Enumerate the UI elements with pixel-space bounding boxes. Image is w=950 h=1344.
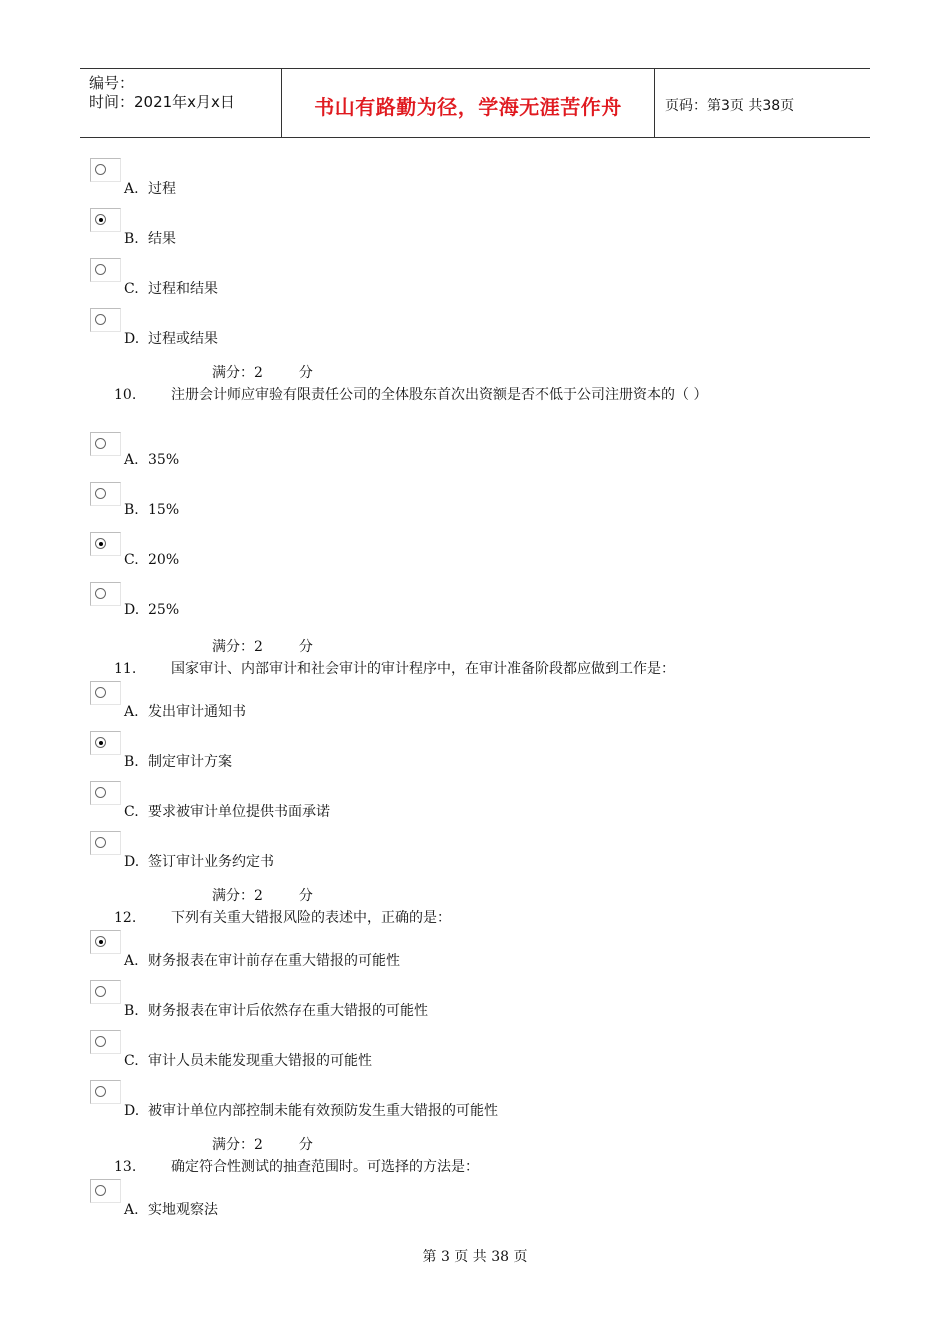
question-text: 下列有关重大错报风险的表述中，正确的是：: [171, 910, 451, 926]
option-label: [124, 801, 330, 821]
radio-button[interactable]: [90, 308, 121, 332]
option-label: [124, 278, 218, 298]
answer-option[interactable]: [90, 582, 790, 628]
score-label: 满分：2: [212, 1137, 263, 1153]
radio-selected-icon: [95, 538, 106, 549]
option-label: [124, 452, 179, 468]
option-letter: A.: [124, 704, 139, 720]
option-text: 25%: [148, 602, 180, 618]
radio-button[interactable]: [90, 980, 121, 1004]
radio-button[interactable]: [90, 1080, 121, 1104]
answer-option[interactable]: [90, 731, 790, 777]
radio-unselected-icon: [95, 438, 106, 449]
answer-option[interactable]: [90, 482, 790, 528]
option-text: 签订审计业务约定书: [148, 854, 274, 870]
option-label: [124, 950, 400, 970]
option-label: [124, 851, 274, 871]
option-text: 要求被审计单位提供书面承诺: [148, 804, 330, 820]
score-line: [212, 362, 313, 382]
answer-option[interactable]: [90, 432, 790, 478]
answer-option[interactable]: [90, 308, 790, 354]
answer-option[interactable]: [90, 1030, 790, 1076]
option-label: [124, 328, 218, 348]
radio-selected-icon: [95, 214, 106, 225]
score-label: 满分：2: [212, 639, 263, 655]
radio-button[interactable]: [90, 930, 121, 954]
radio-unselected-icon: [95, 787, 106, 798]
option-label: [124, 552, 179, 568]
score-line: [212, 1134, 313, 1154]
question-text: 国家审计、内部审计和社会审计的审计程序中，在审计准备阶段都应做到工作是：: [171, 661, 675, 677]
radio-button[interactable]: [90, 208, 121, 232]
option-text: 35%: [148, 452, 180, 468]
answer-option[interactable]: [90, 208, 790, 254]
option-label: [124, 178, 176, 198]
score-unit: 分: [298, 365, 313, 381]
option-label: [124, 502, 179, 518]
radio-unselected-icon: [95, 588, 106, 599]
option-letter: D.: [124, 1103, 140, 1119]
option-text: 审计人员未能发现重大错报的可能性: [148, 1053, 372, 1069]
radio-selected-icon: [95, 737, 106, 748]
serial-label: 编号：: [89, 74, 135, 92]
question-text: 注册会计师应审验有限责任公司的全体股东首次出资额是否不低于公司注册资本的（ ）: [171, 387, 708, 403]
radio-unselected-icon: [95, 1086, 106, 1097]
option-letter: A.: [124, 452, 139, 468]
option-text: 财务报表在审计前存在重大错报的可能性: [148, 953, 400, 969]
option-label: [124, 1050, 372, 1070]
radio-button[interactable]: [90, 1179, 121, 1203]
question-number: 13.: [114, 1159, 137, 1175]
answer-option[interactable]: [90, 1080, 790, 1126]
option-text: 过程和结果: [148, 281, 218, 297]
radio-unselected-icon: [95, 314, 106, 325]
score-unit: 分: [298, 1137, 313, 1153]
option-letter: B.: [124, 754, 139, 770]
option-text: 结果: [148, 231, 176, 247]
radio-button[interactable]: [90, 482, 121, 506]
page-info: 页码：第3页 共38页: [665, 98, 795, 114]
option-label: [124, 602, 179, 618]
option-label: [124, 228, 176, 248]
option-letter: C.: [124, 281, 139, 297]
option-letter: D.: [124, 602, 140, 618]
radio-button[interactable]: [90, 532, 121, 556]
score-label: 满分：2: [212, 888, 263, 904]
radio-button[interactable]: [90, 582, 121, 606]
option-text: 15%: [148, 502, 180, 518]
option-letter: A.: [124, 181, 139, 197]
option-text: 实地观察法: [148, 1202, 218, 1218]
motto: 书山有路勤为径，学海无涯苦作舟: [314, 95, 622, 119]
score-line: [212, 636, 313, 656]
radio-unselected-icon: [95, 1036, 106, 1047]
answer-option[interactable]: [90, 1179, 790, 1225]
option-text: 过程: [148, 181, 176, 197]
answer-option[interactable]: [90, 980, 790, 1026]
option-label: [124, 1199, 218, 1219]
score-unit: 分: [298, 639, 313, 655]
option-text: 被审计单位内部控制未能有效预防发生重大错报的可能性: [148, 1103, 498, 1119]
radio-button[interactable]: [90, 831, 121, 855]
option-text: 发出审计通知书: [148, 704, 246, 720]
radio-button[interactable]: [90, 158, 121, 182]
radio-unselected-icon: [95, 1185, 106, 1196]
option-letter: A.: [124, 953, 139, 969]
radio-button[interactable]: [90, 258, 121, 282]
option-label: [124, 751, 232, 771]
answer-option[interactable]: [90, 532, 790, 578]
question-number: 12.: [114, 910, 137, 926]
option-letter: B.: [124, 1003, 139, 1019]
radio-selected-icon: [95, 936, 106, 947]
score-line: [212, 885, 313, 905]
score-unit: 分: [298, 888, 313, 904]
radio-unselected-icon: [95, 264, 106, 275]
answer-option[interactable]: [90, 831, 790, 877]
option-text: 过程或结果: [148, 331, 218, 347]
answer-option[interactable]: [90, 781, 790, 827]
answer-option[interactable]: [90, 258, 790, 304]
radio-unselected-icon: [95, 488, 106, 499]
radio-unselected-icon: [95, 687, 106, 698]
answer-option[interactable]: [90, 158, 790, 204]
option-text: 20%: [148, 552, 180, 568]
question-text: 确定符合性测试的抽查范围时。可选择的方法是：: [171, 1159, 479, 1175]
page-footer: 第 3 页 共 38 页: [422, 1249, 528, 1265]
option-letter: D.: [124, 854, 140, 870]
question-number: 11.: [114, 661, 137, 677]
radio-button[interactable]: [90, 731, 121, 755]
radio-button[interactable]: [90, 681, 121, 705]
question-number: 10.: [114, 387, 137, 403]
option-letter: B.: [124, 231, 139, 247]
score-label: 满分：2: [212, 365, 263, 381]
option-letter: C.: [124, 804, 139, 820]
radio-button[interactable]: [90, 1030, 121, 1054]
option-letter: C.: [124, 552, 139, 568]
radio-button[interactable]: [90, 781, 121, 805]
radio-unselected-icon: [95, 837, 106, 848]
option-letter: D.: [124, 331, 140, 347]
option-label: [124, 1100, 498, 1120]
option-label: [124, 701, 246, 721]
option-letter: B.: [124, 502, 139, 518]
answer-option[interactable]: [90, 681, 790, 727]
option-letter: C.: [124, 1053, 139, 1069]
option-label: [124, 1000, 428, 1020]
option-text: 财务报表在审计后依然存在重大错报的可能性: [148, 1003, 428, 1019]
radio-unselected-icon: [95, 164, 106, 175]
answer-option[interactable]: [90, 930, 790, 976]
radio-button[interactable]: [90, 432, 121, 456]
radio-unselected-icon: [95, 986, 106, 997]
option-text: 制定审计方案: [148, 754, 232, 770]
option-letter: A.: [124, 1202, 139, 1218]
time-label: 时间：2021年x月x日: [89, 93, 235, 111]
